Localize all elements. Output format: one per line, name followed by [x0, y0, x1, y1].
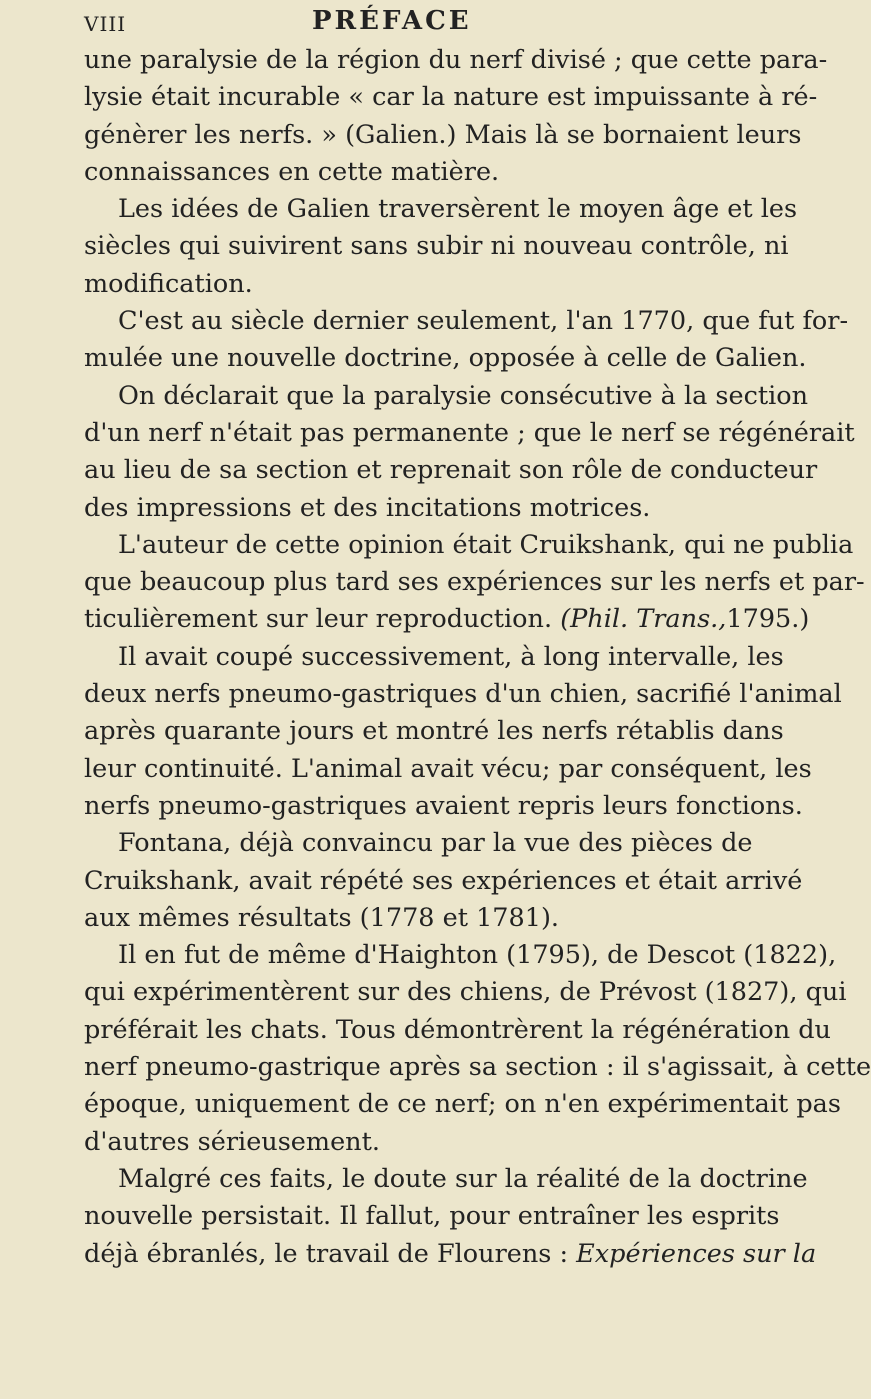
text-line-content: L'auteur de cette opinion était Cruikshank, qui ne publia	[118, 529, 854, 560]
text-line-content: deux nerfs pneumo-gastriques d'un chien, sacrifié l'animal	[84, 679, 842, 710]
page-header	[0, 4, 800, 40]
body-text	[84, 42, 871, 1273]
text-line-content: On déclarait que la paralysie consécutive à la section	[118, 380, 809, 411]
text-line-content: que beaucoup plus tard ses expériences sur les nerfs et par-	[84, 567, 865, 598]
text-line-content: Malgré ces faits, le doute sur la réalité de la doctrine	[118, 1163, 808, 1194]
text-line	[84, 191, 798, 228]
text-line	[84, 154, 744, 191]
text-line	[84, 378, 809, 415]
text-line	[84, 1236, 817, 1273]
text-line-content: Les idées de Galien traversèrent le moyen âge et les	[118, 194, 798, 225]
text-line	[84, 639, 784, 676]
text-line	[84, 42, 828, 79]
text-line-content: connaissances en cette matière.	[84, 156, 500, 187]
text-line-content: ticulièrement sur leur reproduction.	[84, 604, 553, 635]
text-line-content: leur continuité. L'animal avait vécu; par conséquent, les	[84, 753, 812, 784]
text-line-content: nerf pneumo-gastrique après sa section : il s'agissait, à cette	[84, 1052, 871, 1083]
text-line-content: qui expérimentèrent sur des chiens, de Prévost (1827), qui	[84, 977, 847, 1008]
text-line-content: au lieu de sa section et reprenait son rôle de conducteur	[84, 455, 818, 486]
running-title: PRÉFACE	[312, 6, 472, 36]
text-line	[84, 490, 744, 527]
text-line	[84, 1086, 841, 1123]
text-line	[84, 788, 803, 825]
text-line	[84, 676, 842, 713]
text-line-content: C'est au siècle dernier seulement, l'an 1770, que fut for-	[118, 306, 849, 337]
text-line-content: Il avait coupé successivement, à long intervalle, les	[118, 641, 784, 672]
text-line-tail: 1795.)	[726, 604, 810, 635]
text-line-content: nouvelle persistait. Il fallut, pour entraîner les esprits	[84, 1201, 780, 1232]
text-line	[84, 303, 849, 340]
text-line-content: d'un nerf n'était pas permanente ; que le nerf se régénérait	[84, 417, 855, 448]
text-line	[84, 1161, 808, 1198]
text-line	[84, 937, 837, 974]
text-line	[84, 452, 818, 489]
text-line	[84, 825, 753, 862]
text-line	[84, 415, 855, 452]
text-line-content: déjà ébranlés, le travail de Flourens :	[84, 1238, 569, 1269]
italic-citation: Expériences sur la	[576, 1238, 817, 1269]
text-line-content: nerfs pneumo-gastriques avaient repris leurs fonctions.	[84, 790, 803, 821]
text-line	[84, 1012, 831, 1049]
text-line	[84, 340, 807, 377]
text-line-content: génèrer les nerfs. » (Galien.) Mais là se bornaient leurs	[84, 119, 802, 150]
text-line-content: lysie était incurable « car la nature est impuissante à ré-	[84, 82, 818, 113]
italic-citation: (Phil. Trans.,	[560, 604, 727, 635]
text-line-content: Il en fut de même d'Haighton (1795), de Descot (1822),	[118, 940, 837, 971]
text-line	[84, 751, 812, 788]
text-line-content: préférait les chats. Tous démontrèrent la régénération du	[84, 1014, 831, 1045]
text-line	[84, 79, 818, 116]
text-line	[84, 527, 854, 564]
text-line-content: des impressions et des incitations motrices.	[84, 492, 651, 523]
text-line	[84, 1049, 871, 1086]
text-line	[84, 228, 789, 265]
text-line	[84, 1198, 780, 1235]
text-line	[84, 564, 865, 601]
text-line-content: après quarante jours et montré les nerfs rétablis dans	[84, 716, 784, 747]
text-line	[84, 713, 784, 750]
text-line	[84, 863, 803, 900]
text-line	[84, 117, 802, 154]
text-line	[84, 601, 810, 638]
text-line-content: époque, uniquement de ce nerf; on n'en expérimentait pas	[84, 1089, 841, 1120]
text-line	[84, 974, 847, 1011]
text-line-content: aux mêmes résultats (1778 et 1781).	[84, 902, 560, 933]
text-line-content: modification.	[84, 268, 253, 299]
text-line	[84, 1124, 744, 1161]
text-line-content: mulée une nouvelle doctrine, opposée à celle de Galien.	[84, 343, 807, 374]
text-line-content: d'autres sérieusement.	[84, 1126, 380, 1157]
text-line-content: une paralysie de la région du nerf divisé ; que cette para-	[84, 45, 828, 75]
page-number: VIII	[84, 12, 127, 36]
text-line-content: siècles qui suivirent sans subir ni nouveau contrôle, ni	[84, 231, 789, 262]
text-line-content: Fontana, déjà convaincu par la vue des pièces de	[118, 828, 753, 859]
text-line	[84, 266, 744, 303]
text-line-content: Cruikshank, avait répété ses expériences et était arrivé	[84, 865, 803, 896]
text-line	[84, 900, 744, 937]
